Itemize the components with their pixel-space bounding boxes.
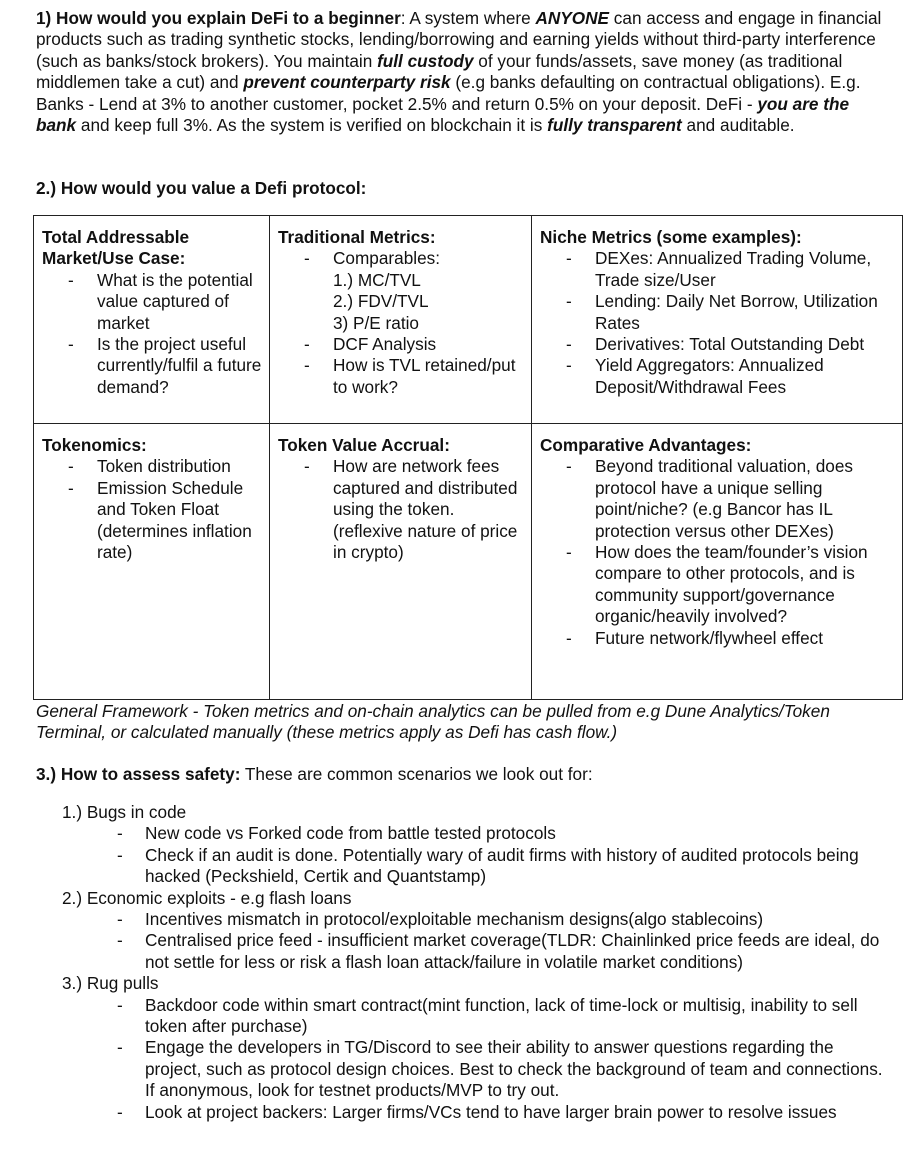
comparables-label: Comparables: bbox=[333, 248, 440, 269]
cell-niche-metrics bbox=[532, 216, 903, 424]
section3-heading-text: 3.) How to assess safety: bbox=[36, 764, 241, 784]
safety-category-title: 1.) Bugs in code bbox=[62, 802, 187, 822]
section3-intro: These are common scenarios we look out for: bbox=[240, 764, 593, 784]
matrix-row bbox=[34, 216, 903, 424]
list-item: - Derivatives: Total Outstanding Debt bbox=[540, 334, 896, 355]
emphasis-full-custody: full custody bbox=[377, 50, 474, 71]
cell-list bbox=[278, 456, 525, 563]
cell-tam bbox=[34, 216, 270, 424]
valuation-matrix bbox=[33, 215, 903, 700]
list-item: - DEXes: Annualized Trading Volume, Trade size/User bbox=[540, 248, 896, 291]
cell-title: Total Addressable Market/Use Case: bbox=[42, 227, 190, 269]
text-run: can access and engage in financial products such as trading synthetic stocks, lending/borrowing and earning yields without third-party interference (such as banks/stock brokers). You maintain bbox=[36, 8, 882, 71]
cell-title: Traditional Metrics: bbox=[278, 227, 436, 247]
list-item: - Future network/flywheel effect bbox=[540, 628, 896, 649]
text-run: of your funds/assets, save money (as traditional middlemen take a cut) and bbox=[36, 50, 843, 93]
cell-traditional-metrics bbox=[270, 216, 532, 424]
cell-comparative-advantages bbox=[532, 424, 903, 700]
list-item: - Incentives mismatch in protocol/exploitable mechanism designs(algo stablecoins) bbox=[62, 909, 892, 930]
list-item: - DCF Analysis bbox=[278, 334, 525, 355]
emphasis-you-are-the-bank: you are the bank bbox=[36, 93, 850, 136]
cell-list bbox=[540, 248, 896, 398]
list-item: - How are network fees captured and distributed using the token. (reflexive nature of price in crypto) bbox=[278, 456, 525, 563]
cell-tokenomics bbox=[34, 424, 270, 700]
list-item: - What is the potential value captured of market bbox=[42, 270, 263, 334]
cell-title: Comparative Advantages: bbox=[540, 435, 752, 455]
list-item: - Token distribution bbox=[42, 456, 263, 477]
list-item: - Look at project backers: Larger firms/VCs tend to have larger brain power to resolve issues bbox=[62, 1102, 892, 1123]
emphasis-anyone: ANYONE bbox=[535, 8, 610, 28]
list-item: - New code vs Forked code from battle tested protocols bbox=[62, 823, 892, 844]
sub-item: 3) P/E ratio bbox=[333, 312, 419, 333]
text-run: : A system where bbox=[400, 8, 536, 28]
cell-list bbox=[42, 270, 263, 398]
section1-heading: 1) How would you explain DeFi to a beginner bbox=[36, 8, 401, 28]
section2-heading-text: 2.) How would you value a Defi protocol: bbox=[36, 178, 367, 198]
emphasis-counterparty-risk: prevent counterparty risk bbox=[243, 72, 451, 93]
list-item: - Yield Aggregators: Annualized Deposit/Withdrawal Fees bbox=[540, 355, 896, 398]
section2-heading bbox=[36, 178, 366, 199]
text-run: and auditable. bbox=[681, 115, 795, 136]
list-item: - Check if an audit is done. Potentially wary of audit firms with history of audited protocols being hacked (Peckshield, Certik and Quantstamp) bbox=[62, 845, 892, 888]
safety-list bbox=[62, 802, 892, 1123]
cell-list bbox=[278, 248, 525, 269]
cell-list bbox=[278, 334, 525, 398]
list-item bbox=[278, 248, 525, 269]
list-item: - Emission Schedule and Token Float (determines inflation rate) bbox=[42, 478, 263, 564]
safety-category-title: 3.) Rug pulls bbox=[62, 973, 159, 994]
list-item: - How is TVL retained/put to work? bbox=[278, 355, 525, 398]
category-list bbox=[62, 909, 892, 973]
matrix-row bbox=[34, 424, 903, 700]
list-item: - Beyond traditional valuation, does protocol have a unique selling point/niche? (e.g Bancor has IL protection versus other DEXes) bbox=[540, 456, 896, 542]
category-list bbox=[62, 995, 892, 1123]
cell-title: Tokenomics: bbox=[42, 435, 147, 455]
safety-category-title: 2.) Economic exploits - e.g flash loans bbox=[62, 887, 352, 908]
section-defi-explanation bbox=[36, 8, 888, 136]
list-item: - How does the team/founder’s vision compare to other protocols, and is community support/governance organic/heavily involved? bbox=[540, 542, 896, 628]
section3-heading bbox=[36, 764, 593, 785]
list-item: - Lending: Daily Net Borrow, Utilization Rates bbox=[540, 291, 896, 334]
text-run: (e.g banks defaulting on contractual obligations). E.g. Banks - Lend at 3% to another customer, pocket 2.5% and return 0.5% on your deposit. DeFi - bbox=[36, 72, 861, 114]
emphasis-fully-transparent: fully transparent bbox=[547, 115, 682, 136]
list-item: - Is the project useful currently/fulfil a future demand? bbox=[42, 334, 263, 398]
list-item: - Backdoor code within smart contract(mint function, lack of time-lock or multisig, inability to sell token after purchase) bbox=[62, 995, 892, 1038]
text-run: and keep full 3%. As the system is verified on blockchain it is bbox=[76, 115, 548, 136]
cell-token-value-accrual bbox=[270, 424, 532, 700]
cell-list bbox=[42, 456, 263, 563]
list-item: - Engage the developers in TG/Discord to see their ability to answer questions regarding the project, such as protocol design choices. Best to check the background of team and connections. If anonymous, look for testnet products/MVP to try out. bbox=[62, 1037, 892, 1101]
list-item: - Centralised price feed - insufficient market coverage(TLDR: Chainlinked price feeds are ideal, do not settle for less or risk a flash loan attack/failure in volatile market conditions) bbox=[62, 930, 892, 973]
cell-title: Niche Metrics (some examples): bbox=[540, 227, 802, 247]
framework-note: General Framework - Token metrics and on-chain analytics can be pulled from e.g Dune Analytics/Token Terminal, or calculated manually (these metrics apply as Defi has cash flow.) bbox=[36, 701, 830, 743]
category-list bbox=[62, 823, 892, 887]
sub-item: 2.) FDV/TVL bbox=[333, 291, 429, 312]
sub-item: 1.) MC/TVL bbox=[333, 269, 421, 290]
cell-list bbox=[540, 456, 896, 649]
cell-title: Token Value Accrual: bbox=[278, 435, 450, 455]
